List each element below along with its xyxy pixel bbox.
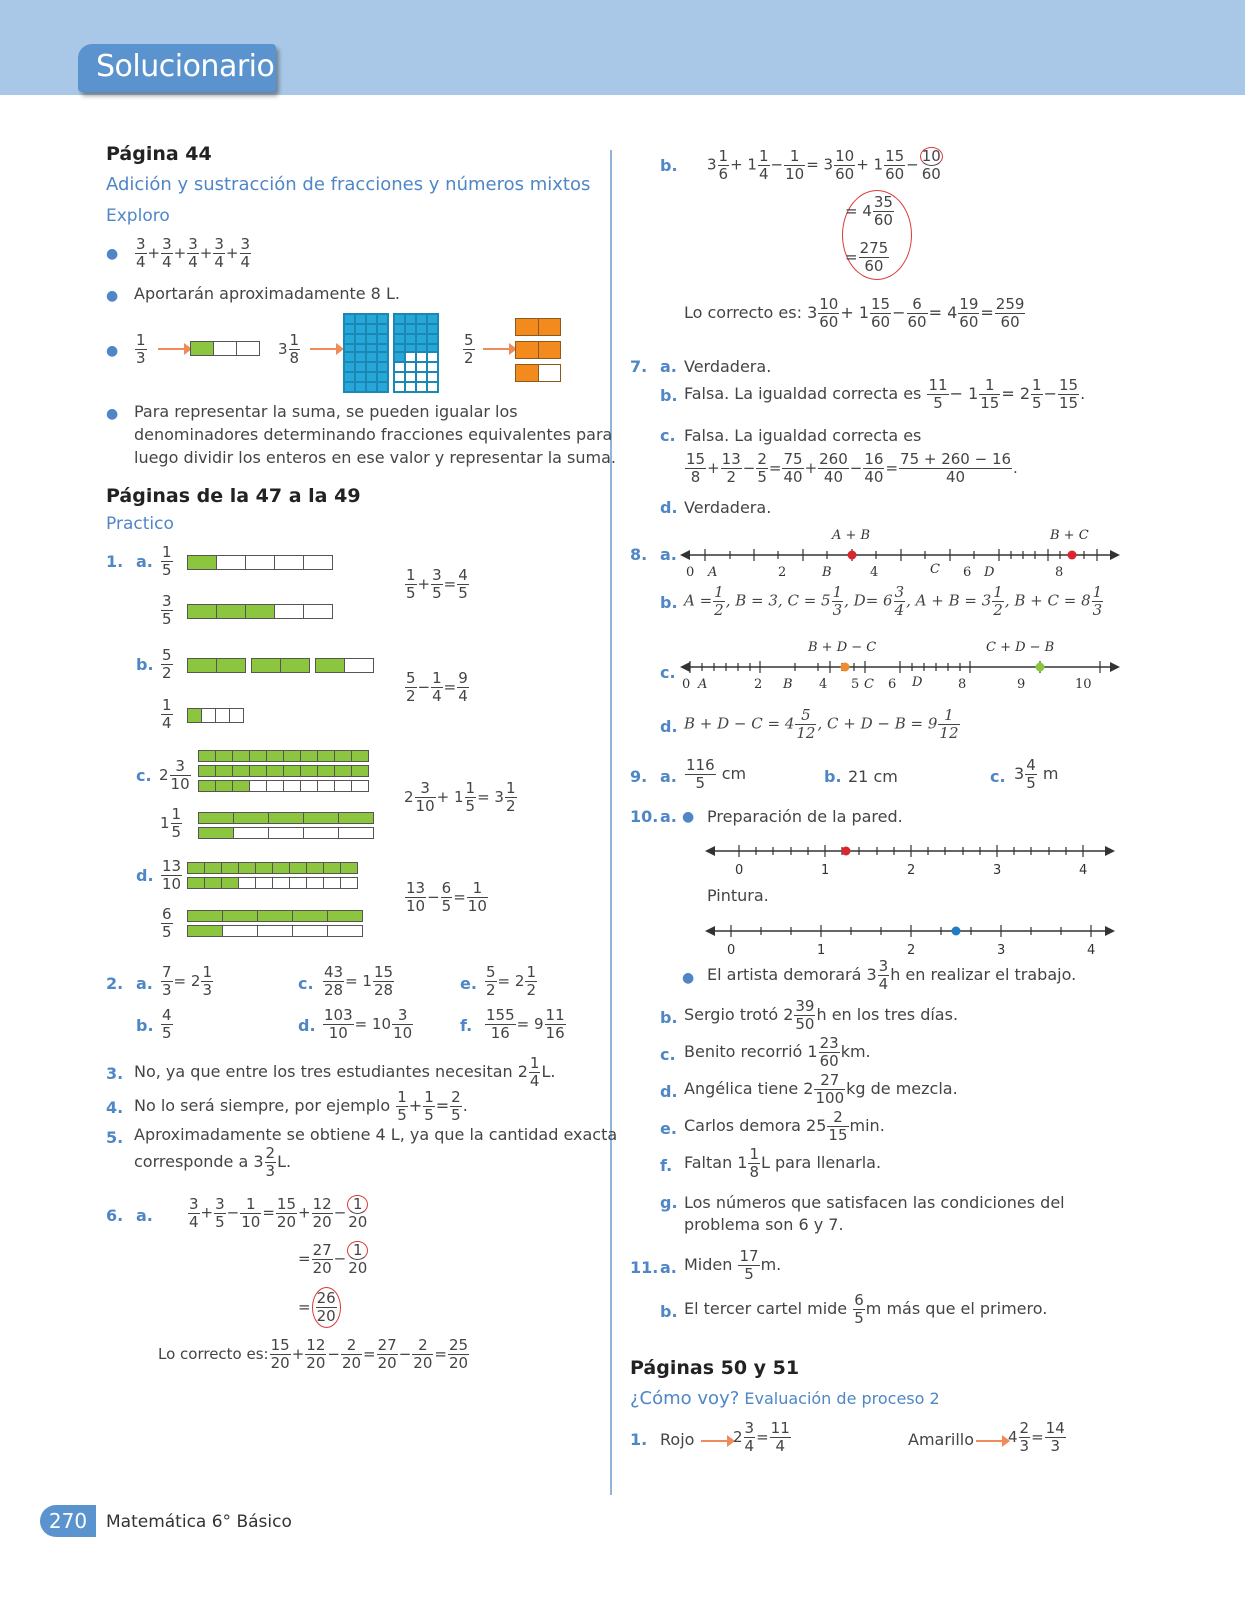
number-line-a <box>680 528 1120 582</box>
svg-text:10: 10 <box>1075 677 1092 692</box>
math-eq: = $\frac{275}{60}$ <box>845 239 889 275</box>
q10g-line1: Los números que satisfacen las condiciones del <box>684 1193 1065 1212</box>
q10b-text: Sergio trotó 2 $\frac{39}{50}$ h en los tres días. <box>684 997 959 1033</box>
bars-13-10 <box>187 862 357 889</box>
fraction: $\frac{5}{2}$ <box>162 646 172 682</box>
q-letter: a. <box>660 767 677 786</box>
q-letter: e. <box>460 974 477 993</box>
fraction-bar <box>198 765 368 777</box>
como-voy: ¿Cómo voy? <box>630 1388 740 1409</box>
bullet: ● <box>106 246 119 262</box>
fraction-bar <box>187 910 362 922</box>
math-eq: $\frac{5}{2}$ = 2 $\frac{1}{2}$ <box>486 963 536 999</box>
amarillo-label: Amarillo <box>908 1430 975 1449</box>
fraction-bar <box>187 877 357 889</box>
fraction-bar <box>198 750 368 762</box>
rojo-label: Rojo <box>660 1430 695 1449</box>
fraction-bar <box>198 812 373 824</box>
math-sum: $\frac{3}{4}$ + $\frac{3}{4}$ + $\frac{3}{4}$ + $\frac{3}{4}$ + $\frac{3}{4}$ <box>136 235 251 271</box>
text: Lo correcto es: <box>158 1345 269 1363</box>
fraction-bar <box>198 827 373 839</box>
q10a-text: Preparación de la pared. <box>707 807 903 826</box>
represent-text <box>134 400 616 469</box>
math-eq: $\frac{43}{28}$ = 1 $\frac{15}{28}$ <box>324 963 394 999</box>
fraction: $\frac{13}{10}$ <box>162 857 182 893</box>
bars-6-5 <box>187 910 362 937</box>
q7c-text: Falsa. La igualdad correcta es <box>684 426 922 445</box>
fraction-bar <box>187 862 357 874</box>
tab-label: Solucionario <box>96 49 275 84</box>
number-line-pintura <box>705 918 1115 958</box>
q-letter: d. <box>660 1082 678 1101</box>
q-number: 2. <box>106 974 124 993</box>
fraction-bar <box>187 658 373 673</box>
fraction: $\frac{4}{5}$ <box>162 1006 172 1042</box>
text: Angélica tiene 2 <box>684 1079 814 1098</box>
arrow-icon <box>701 1440 729 1442</box>
q7d-text: Verdadera. <box>684 498 772 517</box>
q7a-text: Verdadera. <box>684 357 772 376</box>
svg-text:A: A <box>708 565 718 580</box>
text: Miden <box>684 1255 733 1274</box>
q11a-text: Miden $\frac{17}{5}$ m. <box>684 1247 782 1283</box>
bullet: ● <box>106 406 119 422</box>
section-title: Páginas de la 47 a la 49 <box>106 485 361 507</box>
lo-correcto-b: Lo correcto es: 3 $\frac{10}{60}$ + 1 $\frac{15}{60}$ − $\frac{6}{60}$ = 4 $\frac{19}{60}$ = $\frac{259}{60}$ <box>684 295 1025 331</box>
text: m <box>1042 764 1059 783</box>
section-title: Páginas 50 y 51 <box>630 1357 800 1379</box>
svg-text:2: 2 <box>754 677 763 692</box>
svg-text:1: 1 <box>821 863 830 878</box>
q9c: 3 $\frac{4}{5}$ m <box>1014 756 1059 792</box>
text: m más que el primero. <box>865 1299 1048 1318</box>
math-eq: = $\frac{27}{20}$ − $\frac{1}{20}$ <box>298 1240 368 1277</box>
q-letter: c. <box>660 426 676 445</box>
number-line-pared <box>705 838 1115 878</box>
bars-1-1-5 <box>198 812 373 839</box>
svg-text:5: 5 <box>851 677 860 692</box>
q-letter: a. <box>136 1206 153 1225</box>
bars-2-3-10 <box>198 750 368 792</box>
math-eq: = 4 $\frac{35}{60}$ <box>845 193 893 229</box>
q-letter: c. <box>660 663 676 682</box>
orange-blocks <box>515 318 561 382</box>
svg-text:4: 4 <box>1079 863 1088 878</box>
q-letter: b. <box>824 767 842 786</box>
q10c-text: Benito recorrió 1 $\frac{23}{60}$ km. <box>684 1034 871 1070</box>
text: Falsa. La igualdad correcta es <box>684 384 922 403</box>
fraction-bar <box>187 604 332 619</box>
eval-heading <box>630 1388 940 1409</box>
grid <box>343 313 389 355</box>
math-eq: 4 $\frac{2}{3}$ = $\frac{14}{3}$ <box>1008 1419 1065 1455</box>
svg-text:B + D − C: B + D − C <box>808 640 877 655</box>
q10f-text: Faltan 1 $\frac{1}{8}$ L para llenarla. <box>684 1145 882 1181</box>
grid <box>343 351 389 393</box>
svg-text:6: 6 <box>888 677 897 692</box>
section-title: Página 44 <box>106 143 212 165</box>
pintura-label: Pintura. <box>707 886 769 905</box>
svg-text:0: 0 <box>682 677 691 692</box>
block <box>515 364 561 382</box>
q-number: 7. <box>630 357 648 376</box>
fraction-bar <box>187 708 243 723</box>
q-letter: d. <box>660 717 678 736</box>
q-letter: b. <box>660 386 678 405</box>
text: corresponde a 3 <box>134 1152 264 1171</box>
q-letter: a. <box>136 552 153 571</box>
q-letter: c. <box>660 1045 676 1064</box>
svg-text:D: D <box>984 565 995 580</box>
approx-text: Aportarán aproximadamente 8 L. <box>134 284 400 303</box>
bullet: ● <box>682 970 695 986</box>
text: No, ya que entre los tres estudiantes necesitan 2 <box>134 1062 528 1081</box>
svg-text:0: 0 <box>727 943 736 958</box>
q-letter: b. <box>136 1016 154 1035</box>
book-title: Matemática 6° Básico <box>106 1512 292 1532</box>
svg-text:0: 0 <box>686 565 695 580</box>
math-eq: $\frac{155}{16}$ = 9 $\frac{11}{16}$ <box>486 1006 565 1042</box>
svg-text:3: 3 <box>997 943 1006 958</box>
svg-text:B: B <box>822 565 832 580</box>
q-letter: a. <box>660 1258 677 1277</box>
text: h en los tres días. <box>816 1005 959 1024</box>
fraction: $\frac{1}{4}$ <box>162 696 172 732</box>
mixed-number: 1 $\frac{1}{5}$ <box>160 805 182 841</box>
bullet: ● <box>106 343 119 359</box>
q-letter: a. <box>660 357 677 376</box>
q-number: 6. <box>106 1206 124 1225</box>
q10d-text: Angélica tiene 2 $\frac{27}{100}$ kg de mezcla. <box>684 1071 958 1107</box>
arrow-icon <box>158 348 186 350</box>
q-letter: b. <box>660 1008 678 1027</box>
fraction: $\frac{6}{5}$ <box>162 905 172 941</box>
q11b-text: El tercer cartel mide $\frac{6}{5}$ m más que el primero. <box>684 1291 1048 1327</box>
fraction: $\frac{1}{3}$ <box>136 331 146 367</box>
q-number: 1. <box>630 1430 648 1449</box>
bullet: ● <box>682 809 695 825</box>
math-eq: $\frac{15}{8}$ + $\frac{13}{2}$ − $\frac{2}{5}$ = $\frac{75}{40}$ + $\frac{260}{40}$ − $\frac{16}{40}$ = $\frac{75 + 260 - 16}{40}$ . <box>686 450 1018 486</box>
svg-text:8: 8 <box>958 677 967 692</box>
q-number: 10. <box>630 807 659 826</box>
bullet: ● <box>106 288 119 304</box>
eval-label: Evaluación de proceso 2 <box>744 1389 940 1408</box>
math-eq: $\frac{13}{10}$ − $\frac{6}{5}$ = $\frac{1}{10}$ <box>406 879 487 915</box>
fraction-bar <box>187 925 362 937</box>
svg-text:1: 1 <box>817 943 826 958</box>
svg-text:2: 2 <box>907 863 916 878</box>
arrow-icon <box>310 348 338 350</box>
q-letter: b. <box>660 593 678 612</box>
fraction: $\frac{1}{5}$ <box>162 543 172 579</box>
fraction: $\frac{5}{2}$ <box>464 331 474 367</box>
section-subtitle: Adición y sustracción de fracciones y números mixtos <box>106 174 591 195</box>
math-eq: 2 $\frac{3}{4}$ = $\frac{11}{4}$ <box>733 1419 790 1455</box>
svg-text:D: D <box>912 675 923 690</box>
arrow-icon <box>976 1440 1004 1442</box>
math-eq: 2 $\frac{3}{10}$ + 1 $\frac{1}{5}$ = 3 $\frac{1}{2}$ <box>404 779 516 815</box>
q5-line2: corresponde a 3 $\frac{2}{3}$ L. <box>134 1144 292 1180</box>
text-line: luego dividir los enteros en ese valor y representar la suma. <box>134 448 616 467</box>
q5-line1: Aproximadamente se obtiene 4 L, ya que la cantidad exacta <box>134 1125 618 1144</box>
fraction-bar <box>198 780 368 792</box>
q-number: 4. <box>106 1098 124 1117</box>
artista-text: El artista demorará 3 $\frac{3}{4}$ h en realizar el trabajo. <box>707 957 1077 993</box>
text-line: Para representar la suma, se pueden igualar los <box>134 402 518 421</box>
svg-text:6: 6 <box>963 565 972 580</box>
q-number: 5. <box>106 1128 124 1147</box>
text: min. <box>849 1116 885 1135</box>
blue-grids <box>343 313 443 393</box>
svg-text:A: A <box>698 677 708 692</box>
svg-text:4: 4 <box>819 677 828 692</box>
text: Sergio trotó 2 <box>684 1005 794 1024</box>
text: Benito recorrió 1 <box>684 1042 818 1061</box>
q-letter: g. <box>660 1193 678 1212</box>
q-letter: b. <box>136 655 154 674</box>
block <box>515 341 561 359</box>
svg-text:9: 9 <box>1017 677 1026 692</box>
math-eq: 3 $\frac{1}{6}$ + 1 $\frac{1}{4}$ − $\frac{1}{10}$ = 3 $\frac{10}{60}$ + 1 $\frac{15}{60}$ − $\frac{10}{60}$ <box>707 146 941 183</box>
q4-text: No lo será siempre, por ejemplo $\frac{1}{5}$ + $\frac{1}{5}$ = $\frac{2}{5}$ . <box>134 1088 468 1124</box>
text: L para llenarla. <box>761 1153 882 1172</box>
svg-text:C + D − B: C + D − B <box>986 640 1055 655</box>
grid <box>393 313 439 355</box>
text: kg de mezcla. <box>846 1079 958 1098</box>
mixed-number: 2 $\frac{3}{10}$ <box>159 757 190 793</box>
math-eq: Lo correcto es: $\frac{15}{20}$ + $\frac{12}{20}$ − $\frac{2}{20}$ = $\frac{27}{20}$ − $\frac{2}{20}$ = $\frac{25}{20}$ <box>158 1336 469 1372</box>
svg-text:3: 3 <box>993 863 1002 878</box>
grid <box>393 351 439 393</box>
text: L. <box>277 1152 292 1171</box>
text: L. <box>541 1062 556 1081</box>
svg-text:B: B <box>783 677 793 692</box>
practico-heading: Practico <box>106 514 174 534</box>
exploro-heading: Exploro <box>106 206 170 226</box>
text: Carlos demora 25 <box>684 1116 827 1135</box>
math-eq: $\frac{5}{2}$ − $\frac{1}{4}$ = $\frac{9}{4}$ <box>406 669 468 705</box>
q10e-text: Carlos demora 25 $\frac{2}{15}$ min. <box>684 1108 885 1144</box>
math-eq: B + D − C = 4 $\frac{5}{12}$ , C + D − B = 9 $\frac{1}{12}$ <box>684 706 959 742</box>
fraction-bar <box>190 341 259 356</box>
q-letter: a. <box>660 807 677 826</box>
svg-text:2: 2 <box>907 943 916 958</box>
text: cm <box>721 764 747 783</box>
block <box>515 318 561 336</box>
svg-text:4: 4 <box>1087 943 1096 958</box>
q-letter: a. <box>660 545 677 564</box>
text: Lo correcto es: 3 <box>684 303 818 322</box>
text: km. <box>840 1042 871 1061</box>
q3-text: No, ya que entre los tres estudiantes necesitan 2 $\frac{1}{4}$ L. <box>134 1054 556 1090</box>
q-letter: f. <box>660 1156 673 1175</box>
fraction: $\frac{3}{5}$ <box>162 592 172 628</box>
q-letter: b. <box>660 156 678 175</box>
text: El artista demorará 3 <box>707 965 877 984</box>
q-number: 11. <box>630 1258 659 1277</box>
math-eq: $\frac{103}{10}$ = 10 $\frac{3}{10}$ <box>324 1006 413 1042</box>
text: h en realizar el trabajo. <box>890 965 1077 984</box>
q-letter: d. <box>298 1016 316 1035</box>
svg-text:4: 4 <box>870 565 879 580</box>
arrow-icon <box>483 348 511 350</box>
number-line-c <box>680 640 1120 694</box>
q9a: $\frac{116}{5}$ cm <box>686 756 747 792</box>
q-letter: d. <box>136 866 154 885</box>
text: El tercer cartel mide <box>684 1299 848 1318</box>
solucionario-tab <box>78 44 276 92</box>
math-eq: = $\frac{26}{20}$ <box>298 1287 342 1328</box>
fraction-bar <box>187 555 332 570</box>
q-letter: c. <box>990 767 1006 786</box>
math-eq: A = $\frac{1}{2}$ , B = 3, C = 5 $\frac{1}{3}$ , D= 6 $\frac{3}{4}$ , A + B = 3 $\frac{1}{2}$ , B + C = 8 $\frac{1}{3}$ <box>684 583 1103 619</box>
q-letter: c. <box>298 974 314 993</box>
mixed-number: 3 $\frac{1}{8}$ <box>278 331 300 367</box>
q10g-line2: problema son 6 y 7. <box>684 1215 844 1234</box>
svg-text:8: 8 <box>1055 565 1064 580</box>
q-number: 8. <box>630 545 648 564</box>
q9b: 21 cm <box>848 767 898 786</box>
q-letter: b. <box>660 1302 678 1321</box>
q-letter: d. <box>660 498 678 517</box>
svg-text:2: 2 <box>778 565 787 580</box>
q-letter: e. <box>660 1119 677 1138</box>
text: No lo será siempre, por ejemplo <box>134 1096 391 1115</box>
svg-text:C: C <box>930 562 940 577</box>
math-eq: $\frac{1}{5}$ + $\frac{3}{5}$ = $\frac{4}{5}$ <box>406 566 468 602</box>
math-eq: $\frac{7}{3}$ = 2 $\frac{1}{3}$ <box>162 963 212 999</box>
q-number: 9. <box>630 767 648 786</box>
page-number: 270 <box>40 1505 96 1537</box>
text: Faltan 1 <box>684 1153 748 1172</box>
svg-text:C: C <box>864 677 874 692</box>
q-number: 3. <box>106 1064 124 1083</box>
text: m. <box>760 1255 782 1274</box>
column-divider <box>610 150 612 1495</box>
q-letter: a. <box>136 974 153 993</box>
q-letter: f. <box>460 1016 473 1035</box>
svg-text:A + B: A + B <box>832 528 871 543</box>
q-number: 1. <box>106 552 124 571</box>
math-eq: $\frac{3}{4}$ + $\frac{3}{5}$ − $\frac{1}{10}$ = $\frac{15}{20}$ + $\frac{12}{20}$ − $\frac{1}{20}$ <box>189 1194 368 1231</box>
q-letter: c. <box>136 766 152 785</box>
q7b-text: Falsa. La igualdad correcta es $\frac{11}{5}$ − 1 $\frac{1}{15}$ = 2 $\frac{1}{5}$ − $\frac{15}{15}$ . <box>684 376 1086 412</box>
svg-text:B + C: B + C <box>1050 528 1089 543</box>
text-line: denominadores determinando fracciones equivalentes para <box>134 425 613 444</box>
svg-text:0: 0 <box>735 863 744 878</box>
